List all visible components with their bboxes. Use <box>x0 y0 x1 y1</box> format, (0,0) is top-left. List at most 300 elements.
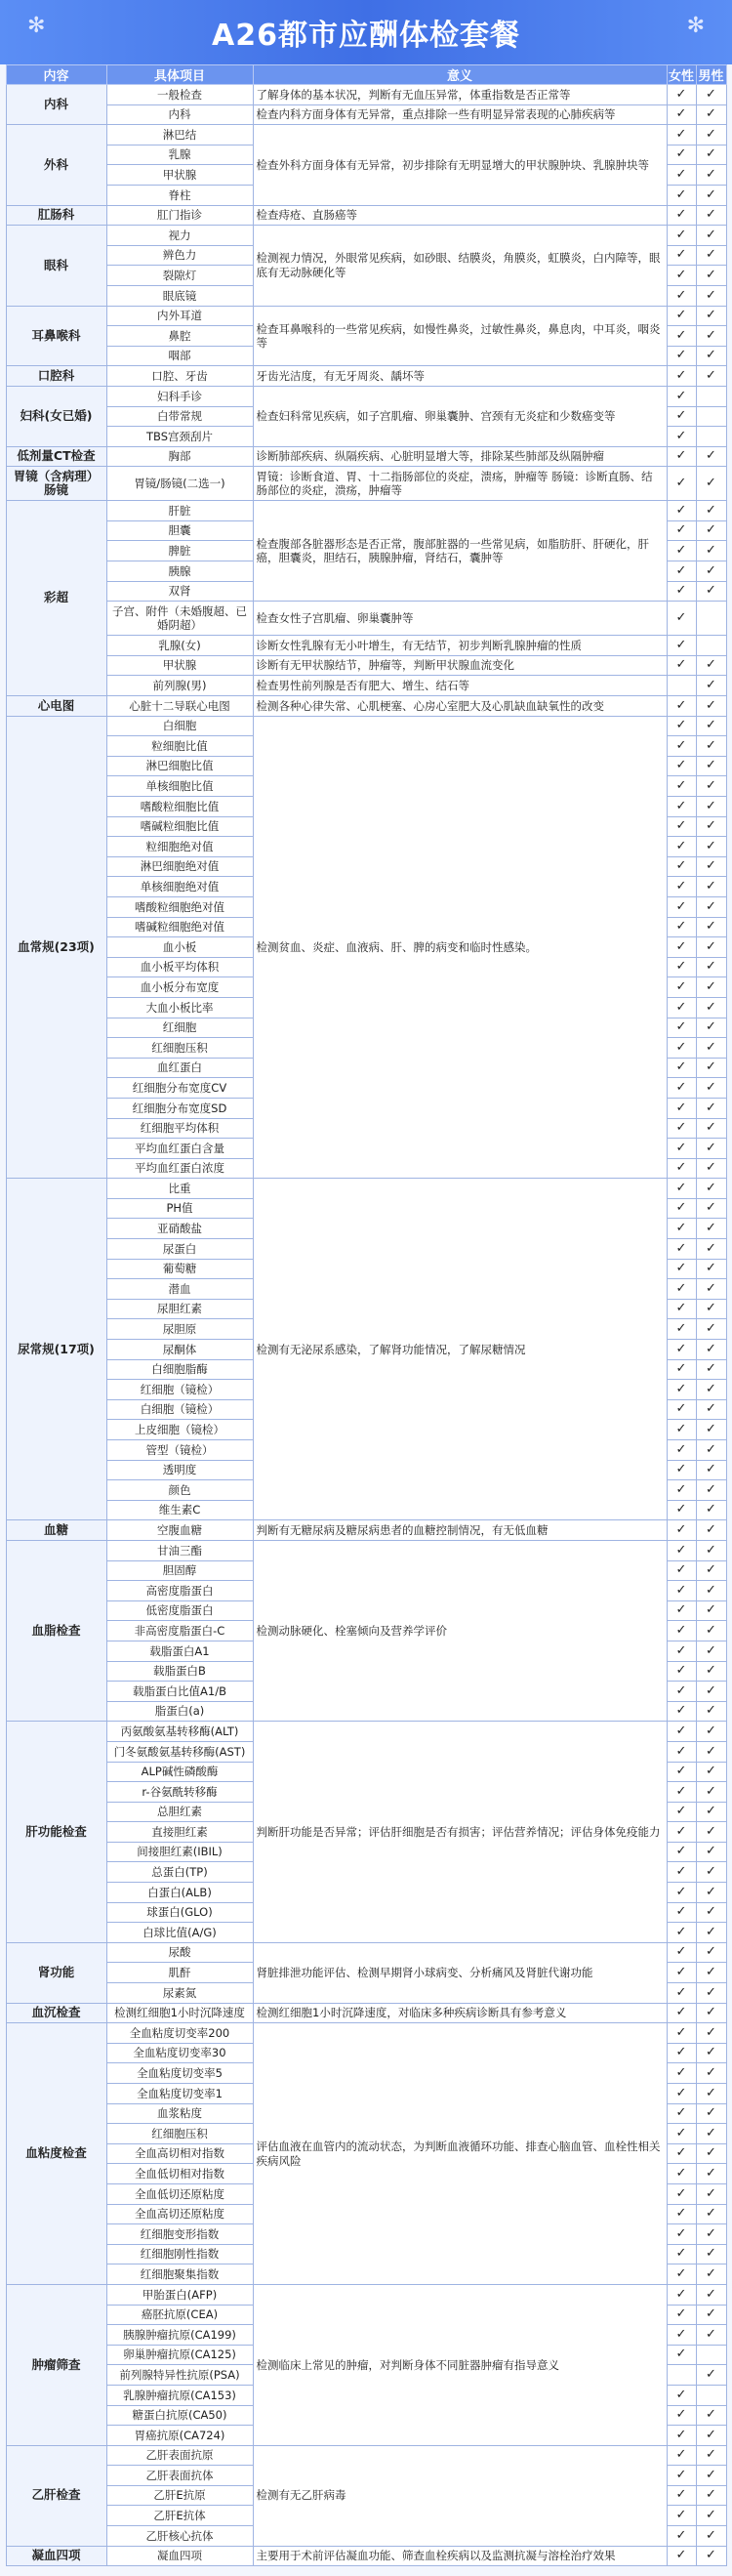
male-check-mark <box>696 427 726 447</box>
item-cell: 血小板分布宽度 <box>106 977 253 998</box>
female-check-mark: ✓ <box>667 2244 696 2264</box>
male-check-mark: ✓ <box>696 896 726 917</box>
male-check-mark: ✓ <box>696 1319 726 1340</box>
male-check-mark <box>696 386 726 406</box>
item-cell: 丙氨酸氨基转移酶(ALT) <box>106 1722 253 1742</box>
female-check-mark: ✓ <box>667 1380 696 1400</box>
item-cell: 检测红细胞1小时沉降速度 <box>106 2003 253 2023</box>
female-check-mark: ✓ <box>667 326 696 347</box>
female-check-mark: ✓ <box>667 2084 696 2104</box>
item-cell: 脊柱 <box>106 185 253 205</box>
item-cell: 胆固醇 <box>106 1560 253 1581</box>
table-row <box>6 2284 726 2305</box>
female-check-mark: ✓ <box>667 581 696 602</box>
male-check-mark: ✓ <box>696 2466 726 2486</box>
male-check-mark: ✓ <box>696 655 726 676</box>
category-cell: 口腔科 <box>6 366 106 387</box>
item-cell: 嗜酸粒细胞绝对值 <box>106 896 253 917</box>
item-cell: 潜血 <box>106 1279 253 1300</box>
female-check-mark: ✓ <box>667 837 696 857</box>
male-check-mark: ✓ <box>696 1399 726 1420</box>
female-check-mark: ✓ <box>667 636 696 656</box>
male-check-mark: ✓ <box>696 2224 726 2245</box>
male-check-mark <box>696 602 726 636</box>
item-cell: 血小板平均体积 <box>106 957 253 977</box>
male-check-mark: ✓ <box>696 1540 726 1560</box>
item-cell: 全血粘度切变率1 <box>106 2084 253 2104</box>
female-check-mark: ✓ <box>667 1741 696 1762</box>
male-check-mark: ✓ <box>696 2325 726 2346</box>
item-cell: 肛门指诊 <box>106 205 253 226</box>
snowflake-icon: ✻ <box>27 14 46 38</box>
item-cell: 平均血红蛋白含量 <box>106 1139 253 1159</box>
exam-package-table <box>6 64 727 2566</box>
female-check-mark: ✓ <box>667 1581 696 1601</box>
item-cell: 白球比值(A/G) <box>106 1923 253 1943</box>
male-check-mark <box>696 636 726 656</box>
male-check-mark: ✓ <box>696 917 726 937</box>
female-check-mark: ✓ <box>667 756 696 776</box>
item-cell: 心脏十二导联心电图 <box>106 696 253 717</box>
table-row <box>6 467 726 501</box>
item-cell: 乳腺(女) <box>106 636 253 656</box>
male-check-mark: ✓ <box>696 1822 726 1843</box>
item-cell: 嗜酸粒细胞比值 <box>106 797 253 817</box>
item-cell: 淋巴细胞绝对值 <box>106 856 253 877</box>
item-cell: 妇科手诊 <box>106 386 253 406</box>
item-cell: 红细胞变形指数 <box>106 2224 253 2245</box>
female-check-mark: ✓ <box>667 1782 696 1803</box>
meaning-cell: 检查痔疮、直肠癌等 <box>253 205 667 226</box>
meaning-cell: 诊断女性乳腺有无小叶增生，有无结节，初步判断乳腺肿瘤的性质 <box>253 636 667 656</box>
male-check-mark: ✓ <box>696 2506 726 2526</box>
male-check-mark: ✓ <box>696 1158 726 1179</box>
table-row <box>6 85 726 105</box>
male-check-mark: ✓ <box>696 1420 726 1440</box>
meaning-cell: 肾脏排泄功能评估、检测早期肾小球病变、分析痛风及肾脏代谢功能 <box>253 1942 667 2003</box>
female-check-mark: ✓ <box>667 1983 696 2004</box>
table-row <box>6 205 726 226</box>
female-check-mark: ✓ <box>667 1902 696 1923</box>
male-check-mark: ✓ <box>696 306 726 326</box>
female-check-mark: ✓ <box>667 2345 696 2365</box>
female-check-mark: ✓ <box>667 816 696 837</box>
female-check-mark: ✓ <box>667 285 696 306</box>
female-check-mark: ✓ <box>667 2264 696 2285</box>
male-check-mark: ✓ <box>696 2143 726 2164</box>
female-check-mark: ✓ <box>667 1139 696 1159</box>
item-cell: 粒细胞比值 <box>106 736 253 757</box>
item-cell: 全血粘度切变率200 <box>106 2023 253 2044</box>
meaning-cell: 检测各种心律失常、心肌梗塞、心房心室肥大及心肌缺血缺氧性的改变 <box>253 696 667 717</box>
female-check-mark: ✓ <box>667 2003 696 2023</box>
item-cell: 视力 <box>106 226 253 246</box>
item-cell: 肌酐 <box>106 1963 253 1983</box>
page-title: A26都市应酬体检套餐 <box>212 19 520 53</box>
item-cell: 白细胞 <box>106 716 253 736</box>
category-cell: 肿瘤筛查 <box>6 2284 106 2445</box>
meaning-cell: 检测有无乙肝病毒 <box>253 2445 667 2546</box>
item-cell: 载脂蛋白B <box>106 1661 253 1682</box>
table-row <box>6 2546 726 2566</box>
column-header-meaning: 意义 <box>253 65 667 85</box>
table-row <box>6 655 726 676</box>
female-check-mark: ✓ <box>667 1923 696 1943</box>
male-check-mark: ✓ <box>696 2546 726 2566</box>
male-check-mark <box>696 2385 726 2405</box>
item-cell: 双肾 <box>106 581 253 602</box>
item-cell: 尿胆原 <box>106 1319 253 1340</box>
item-cell: 载脂蛋白A1 <box>106 1641 253 1661</box>
item-cell: 红细胞平均体积 <box>106 1118 253 1139</box>
table-header-row <box>6 65 726 85</box>
male-check-mark: ✓ <box>696 125 726 145</box>
item-cell: 大血小板比率 <box>106 997 253 1018</box>
male-check-mark: ✓ <box>696 797 726 817</box>
female-check-mark: ✓ <box>667 1540 696 1560</box>
male-check-mark: ✓ <box>696 2365 726 2386</box>
male-check-mark: ✓ <box>696 1219 726 1239</box>
item-cell: 胰腺肿瘤抗原(CA199) <box>106 2325 253 2346</box>
item-cell: 球蛋白(GLO) <box>106 1902 253 1923</box>
item-cell: 裂隙灯 <box>106 266 253 286</box>
item-cell: 粒细胞绝对值 <box>106 837 253 857</box>
table-row <box>6 1179 726 1199</box>
item-cell: 红细胞刚性指数 <box>106 2244 253 2264</box>
female-check-mark: ✓ <box>667 957 696 977</box>
male-check-mark: ✓ <box>696 1983 726 2004</box>
female-check-mark: ✓ <box>667 1038 696 1059</box>
item-cell: 血红蛋白 <box>106 1058 253 1078</box>
male-check-mark: ✓ <box>696 581 726 602</box>
meaning-cell: 检查外科方面身体有无异常，初步排除有无明显增大的甲状腺肿块、乳腺肿块等 <box>253 125 667 205</box>
item-cell: 红细胞 <box>106 1018 253 1038</box>
table-row <box>6 2023 726 2044</box>
category-cell: 内科 <box>6 85 106 125</box>
female-check-mark: ✓ <box>667 306 696 326</box>
item-cell: r-谷氨酰转移酶 <box>106 1782 253 1803</box>
female-check-mark: ✓ <box>667 917 696 937</box>
category-cell: 彩超 <box>6 501 106 696</box>
female-check-mark: ✓ <box>667 520 696 541</box>
item-cell: 全血粘度切变率5 <box>106 2063 253 2084</box>
category-cell: 肝功能检查 <box>6 1722 106 1943</box>
female-check-mark: ✓ <box>667 776 696 797</box>
female-check-mark: ✓ <box>667 1600 696 1621</box>
item-cell: 尿酸 <box>106 1942 253 1963</box>
item-cell: 红细胞聚集指数 <box>106 2264 253 2285</box>
male-check-mark: ✓ <box>696 346 726 366</box>
table-row <box>6 104 726 125</box>
meaning-cell: 检测贫血、炎症、血液病、肝、脾的病变和临时性感染。 <box>253 716 667 1179</box>
female-check-mark: ✓ <box>667 2485 696 2506</box>
item-cell: 管型（镜检） <box>106 1440 253 1461</box>
item-cell: 上皮细胞（镜检） <box>106 1420 253 1440</box>
item-cell: ALP碱性磷酸酶 <box>106 1762 253 1782</box>
item-cell: 直接胆红素 <box>106 1822 253 1843</box>
male-check-mark: ✓ <box>696 1359 726 1380</box>
female-check-mark: ✓ <box>667 2325 696 2346</box>
item-cell: 内外耳道 <box>106 306 253 326</box>
item-cell: 乙肝E抗原 <box>106 2485 253 2506</box>
item-cell: 胰腺 <box>106 561 253 582</box>
item-cell: 全血高切还原粘度 <box>106 2204 253 2224</box>
male-check-mark: ✓ <box>696 756 726 776</box>
male-check-mark: ✓ <box>696 856 726 877</box>
item-cell: 维生素C <box>106 1500 253 1520</box>
female-check-mark: ✓ <box>667 2284 696 2305</box>
item-cell: 口腔、牙齿 <box>106 366 253 387</box>
meaning-cell: 判断有无糖尿病及糖尿病患者的血糖控制情况，有无低血糖 <box>253 1520 667 1541</box>
category-cell: 血脂检查 <box>6 1540 106 1721</box>
female-check-mark: ✓ <box>667 1682 696 1702</box>
item-cell: 比重 <box>106 1179 253 1199</box>
item-cell: 嗜碱粒细胞绝对值 <box>106 917 253 937</box>
item-cell: 乙肝表面抗原 <box>106 2445 253 2466</box>
item-cell: TBS宫颈刮片 <box>106 427 253 447</box>
meaning-cell: 检测视力情况，外眼常见疾病，如砂眼、结膜炎，角膜炎，虹膜炎，白内障等，眼底有无动脉硬化等 <box>253 226 667 306</box>
male-check-mark: ✓ <box>696 1198 726 1219</box>
category-cell: 妇科(女已婚) <box>6 386 106 446</box>
female-check-mark: ✓ <box>667 1762 696 1782</box>
category-cell: 耳鼻喉科 <box>6 306 106 366</box>
category-cell: 血常规(23项) <box>6 716 106 1179</box>
male-check-mark: ✓ <box>696 1560 726 1581</box>
item-cell: 甲状腺 <box>106 165 253 186</box>
female-check-mark: ✓ <box>667 2385 696 2405</box>
female-check-mark: ✓ <box>667 427 696 447</box>
male-check-mark: ✓ <box>696 716 726 736</box>
female-check-mark: ✓ <box>667 1520 696 1541</box>
table-row <box>6 636 726 656</box>
male-check-mark: ✓ <box>696 2264 726 2285</box>
item-cell: 卵巢肿瘤抗原(CA125) <box>106 2345 253 2365</box>
item-cell: 乳腺 <box>106 145 253 165</box>
male-check-mark: ✓ <box>696 1722 726 1742</box>
female-check-mark: ✓ <box>667 1118 696 1139</box>
male-check-mark: ✓ <box>696 1701 726 1722</box>
female-check-mark: ✓ <box>667 1862 696 1883</box>
category-cell: 低剂量CT检查 <box>6 446 106 467</box>
category-cell: 血糖 <box>6 1520 106 1541</box>
male-check-mark: ✓ <box>696 1500 726 1520</box>
category-cell: 血粘度检查 <box>6 2023 106 2285</box>
item-cell: 总胆红素 <box>106 1802 253 1822</box>
female-check-mark: ✓ <box>667 2164 696 2184</box>
male-check-mark: ✓ <box>696 2023 726 2044</box>
female-check-mark: ✓ <box>667 2183 696 2204</box>
meaning-cell: 评估血液在血管内的流动状态，为判断血液循环功能、排查心脑血管、血栓性相关疾病风险 <box>253 2023 667 2285</box>
female-check-mark: ✓ <box>667 2426 696 2446</box>
male-check-mark: ✓ <box>696 2183 726 2204</box>
female-check-mark: ✓ <box>667 2405 696 2426</box>
male-check-mark: ✓ <box>696 1058 726 1078</box>
male-check-mark: ✓ <box>696 1923 726 1943</box>
male-check-mark: ✓ <box>696 185 726 205</box>
male-check-mark: ✓ <box>696 326 726 347</box>
male-check-mark: ✓ <box>696 937 726 958</box>
male-check-mark: ✓ <box>696 1782 726 1803</box>
male-check-mark: ✓ <box>696 2426 726 2446</box>
meaning-cell: 检测有无泌尿系感染，了解肾功能情况，了解尿糖情况 <box>253 1179 667 1520</box>
category-cell: 肾功能 <box>6 1942 106 2003</box>
item-cell: 血浆粘度 <box>106 2103 253 2124</box>
male-check-mark: ✓ <box>696 1139 726 1159</box>
table-row <box>6 1722 726 1742</box>
female-check-mark: ✓ <box>667 2224 696 2245</box>
table-row <box>6 1540 726 1560</box>
female-check-mark <box>667 2365 696 2386</box>
item-cell: 红细胞压积 <box>106 1038 253 1059</box>
male-check-mark: ✓ <box>696 877 726 897</box>
male-check-mark: ✓ <box>696 446 726 467</box>
female-check-mark: ✓ <box>667 2124 696 2144</box>
column-header-female: 女性 <box>667 65 696 85</box>
male-check-mark: ✓ <box>696 2405 726 2426</box>
female-check-mark <box>667 676 696 696</box>
female-check-mark: ✓ <box>667 797 696 817</box>
male-check-mark: ✓ <box>696 2445 726 2466</box>
female-check-mark: ✓ <box>667 977 696 998</box>
male-check-mark: ✓ <box>696 776 726 797</box>
page-header <box>0 0 732 64</box>
female-check-mark: ✓ <box>667 1279 696 1300</box>
male-check-mark: ✓ <box>696 285 726 306</box>
male-check-mark: ✓ <box>696 561 726 582</box>
male-check-mark: ✓ <box>696 2063 726 2084</box>
category-cell: 心电图 <box>6 696 106 717</box>
female-check-mark: ✓ <box>667 205 696 226</box>
category-cell: 血沉检查 <box>6 2003 106 2023</box>
female-check-mark: ✓ <box>667 406 696 427</box>
table-row <box>6 1520 726 1541</box>
female-check-mark: ✓ <box>667 85 696 105</box>
male-check-mark: ✓ <box>696 1259 726 1279</box>
item-cell: 尿酮体 <box>106 1340 253 1360</box>
female-check-mark: ✓ <box>667 541 696 561</box>
item-cell: 甲胎蛋白(AFP) <box>106 2284 253 2305</box>
male-check-mark: ✓ <box>696 816 726 837</box>
item-cell: 前列腺特异性抗原(PSA) <box>106 2365 253 2386</box>
male-check-mark: ✓ <box>696 676 726 696</box>
female-check-mark: ✓ <box>667 1340 696 1360</box>
male-check-mark: ✓ <box>696 1078 726 1099</box>
item-cell: 高密度脂蛋白 <box>106 1581 253 1601</box>
item-cell: 甘油三酯 <box>106 1540 253 1560</box>
table-row <box>6 125 726 145</box>
item-cell: 胸部 <box>106 446 253 467</box>
item-cell: 凝血四项 <box>106 2546 253 2566</box>
female-check-mark: ✓ <box>667 1058 696 1078</box>
table-row <box>6 366 726 387</box>
meaning-cell: 胃镜：诊断食道、胃、十二指肠部位的炎症，溃疡，肿瘤等 肠镜：诊断直肠、结肠部位的炎症，溃疡，肿瘤等 <box>253 467 667 501</box>
female-check-mark: ✓ <box>667 1179 696 1199</box>
female-check-mark: ✓ <box>667 104 696 125</box>
male-check-mark: ✓ <box>696 1460 726 1480</box>
female-check-mark: ✓ <box>667 1701 696 1722</box>
male-check-mark: ✓ <box>696 2526 726 2547</box>
meaning-cell: 牙齿光洁度，有无牙周炎、龋坏等 <box>253 366 667 387</box>
male-check-mark: ✓ <box>696 85 726 105</box>
meaning-cell: 检查耳鼻喉科的一些常见疾病，如慢性鼻炎，过敏性鼻炎，鼻息肉，中耳炎，咽炎等 <box>253 306 667 366</box>
female-check-mark: ✓ <box>667 226 696 246</box>
meaning-cell: 检测红细胞1小时沉降速度，对临床多种疾病诊断具有参考意义 <box>253 2003 667 2023</box>
male-check-mark: ✓ <box>696 1762 726 1782</box>
item-cell: 全血粘度切变率30 <box>106 2043 253 2063</box>
item-cell: 全血高切相对指数 <box>106 2143 253 2164</box>
male-check-mark: ✓ <box>696 520 726 541</box>
female-check-mark: ✓ <box>667 2143 696 2164</box>
item-cell: 白蛋白(ALB) <box>106 1883 253 1903</box>
male-check-mark: ✓ <box>696 696 726 717</box>
female-check-mark: ✓ <box>667 185 696 205</box>
item-cell: 尿素氮 <box>106 1983 253 2004</box>
female-check-mark: ✓ <box>667 125 696 145</box>
male-check-mark: ✓ <box>696 1038 726 1059</box>
item-cell: 内科 <box>106 104 253 125</box>
meaning-cell: 检查女性子宫肌瘤、卵巢囊肿等 <box>253 602 667 636</box>
male-check-mark: ✓ <box>696 366 726 387</box>
female-check-mark: ✓ <box>667 2103 696 2124</box>
item-cell: PH值 <box>106 1198 253 1219</box>
item-cell: 乳腺肿瘤抗原(CA153) <box>106 2385 253 2405</box>
table-row <box>6 226 726 246</box>
female-check-mark: ✓ <box>667 1963 696 1983</box>
female-check-mark: ✓ <box>667 2466 696 2486</box>
male-check-mark: ✓ <box>696 104 726 125</box>
female-check-mark: ✓ <box>667 696 696 717</box>
male-check-mark: ✓ <box>696 1883 726 1903</box>
item-cell: 淋巴结 <box>106 125 253 145</box>
table-row <box>6 696 726 717</box>
female-check-mark: ✓ <box>667 2305 696 2325</box>
item-cell: 白细胞（镜检） <box>106 1399 253 1420</box>
male-check-mark: ✓ <box>696 1902 726 1923</box>
male-check-mark: ✓ <box>696 1480 726 1501</box>
female-check-mark: ✓ <box>667 2204 696 2224</box>
female-check-mark: ✓ <box>667 366 696 387</box>
item-cell: 脾脏 <box>106 541 253 561</box>
item-cell: 胆囊 <box>106 520 253 541</box>
item-cell: 门冬氨酸氨基转移酶(AST) <box>106 1741 253 1762</box>
item-cell: 辨色力 <box>106 245 253 266</box>
item-cell: 平均血红蛋白浓度 <box>106 1158 253 1179</box>
item-cell: 单核细胞绝对值 <box>106 877 253 897</box>
female-check-mark: ✓ <box>667 736 696 757</box>
meaning-cell: 检测动脉硬化、栓塞倾向及营养学评价 <box>253 1540 667 1721</box>
male-check-mark: ✓ <box>696 467 726 501</box>
male-check-mark: ✓ <box>696 245 726 266</box>
female-check-mark: ✓ <box>667 716 696 736</box>
category-cell: 胃镜（含病理）肠镜 <box>6 467 106 501</box>
table-row <box>6 2445 726 2466</box>
female-check-mark: ✓ <box>667 896 696 917</box>
column-header-content: 内容 <box>6 65 106 85</box>
female-check-mark: ✓ <box>667 1560 696 1581</box>
item-cell: 眼底镜 <box>106 285 253 306</box>
item-cell: 非高密度脂蛋白-C <box>106 1621 253 1641</box>
meaning-cell: 检查男性前列腺是否有肥大、增生、结石等 <box>253 676 667 696</box>
table-row <box>6 446 726 467</box>
male-check-mark: ✓ <box>696 736 726 757</box>
female-check-mark: ✓ <box>667 1480 696 1501</box>
female-check-mark: ✓ <box>667 1621 696 1641</box>
male-check-mark: ✓ <box>696 1802 726 1822</box>
male-check-mark: ✓ <box>696 1340 726 1360</box>
female-check-mark: ✓ <box>667 245 696 266</box>
male-check-mark: ✓ <box>696 2043 726 2063</box>
female-check-mark: ✓ <box>667 1078 696 1099</box>
